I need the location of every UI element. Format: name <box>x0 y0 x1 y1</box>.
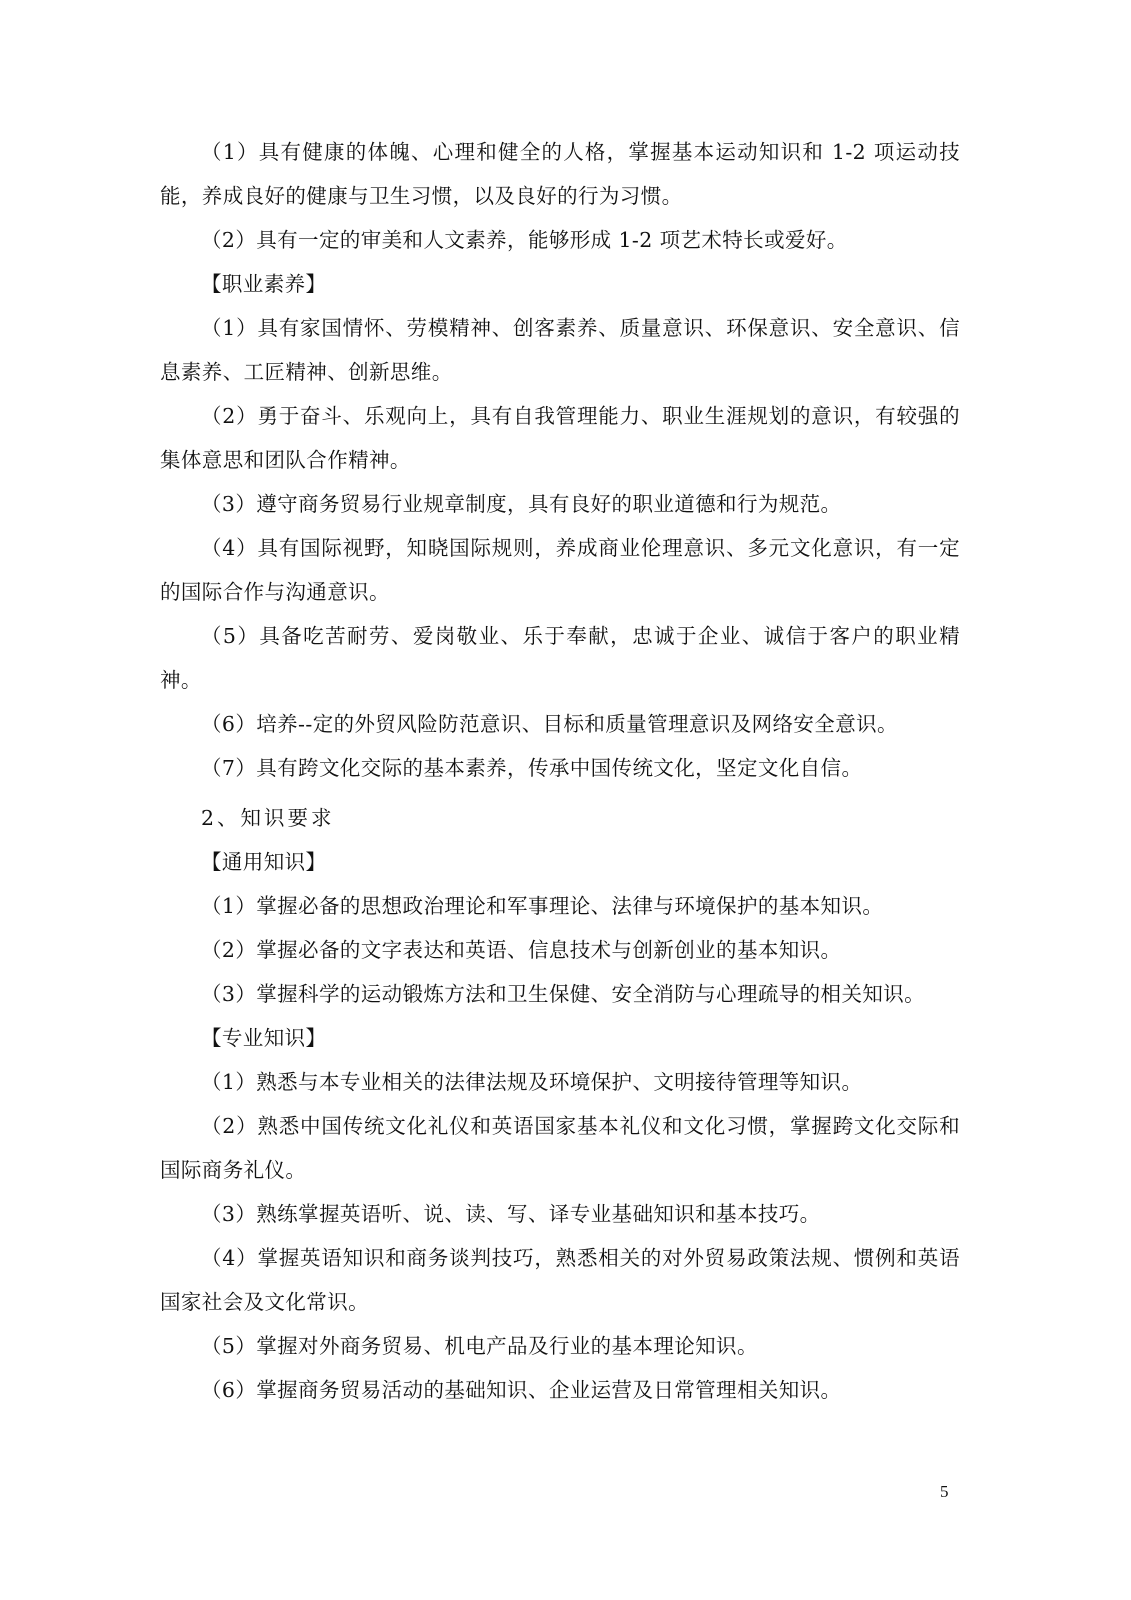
paragraph: （1）具有家国情怀、劳模精神、创客素养、质量意识、环保意识、安全意识、信息素养、工匠精神、创新思维。 <box>160 316 960 384</box>
paragraph: （2）熟悉中国传统文化礼仪和英语国家基本礼仪和文化习惯，掌握跨文化交际和国际商务礼仪。 <box>160 1114 960 1182</box>
paragraph: （3）遵守商务贸易行业规章制度，具有良好的职业道德和行为规范。 <box>201 492 842 516</box>
paragraph: （2）勇于奋斗、乐观向上，具有自我管理能力、职业生涯规划的意识，有较强的集体意思和团队合作精神。 <box>160 404 960 472</box>
section-heading: 2、知识要求 <box>201 806 335 830</box>
subsection-label: 【通用知识】 <box>201 850 327 874</box>
paragraph: （5）掌握对外商务贸易、机电产品及行业的基本理论知识。 <box>201 1334 758 1358</box>
paragraph: （1）具有健康的体魄、心理和健全的人格，掌握基本运动知识和 1-2 项运动技能，养成良好的健康与卫生习惯，以及良好的行为习惯。 <box>160 140 960 208</box>
paragraph: （7）具有跨文化交际的基本素养，传承中国传统文化，坚定文化自信。 <box>201 756 863 780</box>
paragraph: （1）熟悉与本专业相关的法律法规及环境保护、文明接待管理等知识。 <box>201 1070 863 1094</box>
paragraph: （3）熟练掌握英语听、说、读、写、译专业基础知识和基本技巧。 <box>201 1202 821 1226</box>
paragraph: （3）掌握科学的运动锻炼方法和卫生保健、安全消防与心理疏导的相关知识。 <box>201 982 926 1006</box>
subsection-label: 【职业素养】 <box>201 272 327 296</box>
paragraph: （4）掌握英语知识和商务谈判技巧，熟悉相关的对外贸易政策法规、惯例和英语国家社会及文化常识。 <box>160 1246 960 1314</box>
paragraph: （6）培养--定的外贸风险防范意识、目标和质量管理意识及网络安全意识。 <box>201 712 898 736</box>
paragraph: （6）掌握商务贸易活动的基础知识、企业运营及日常管理相关知识。 <box>201 1378 842 1402</box>
paragraph: （5）具备吃苦耐劳、爱岗敬业、乐于奉献，忠诚于企业、诚信于客户的职业精神。 <box>160 624 960 692</box>
subsection-label: 【专业知识】 <box>201 1026 327 1050</box>
paragraph: （4）具有国际视野，知晓国际规则，养成商业伦理意识、多元文化意识，有一定的国际合作与沟通意识。 <box>160 536 960 604</box>
page-number: 5 <box>940 1482 949 1501</box>
document-body <box>160 130 960 1412</box>
paragraph: （1）掌握必备的思想政治理论和军事理论、法律与环境保护的基本知识。 <box>201 894 884 918</box>
paragraph: （2）具有一定的审美和人文素养，能够形成 1-2 项艺术特长或爱好。 <box>201 228 848 252</box>
paragraph: （2）掌握必备的文字表达和英语、信息技术与创新创业的基本知识。 <box>201 938 842 962</box>
